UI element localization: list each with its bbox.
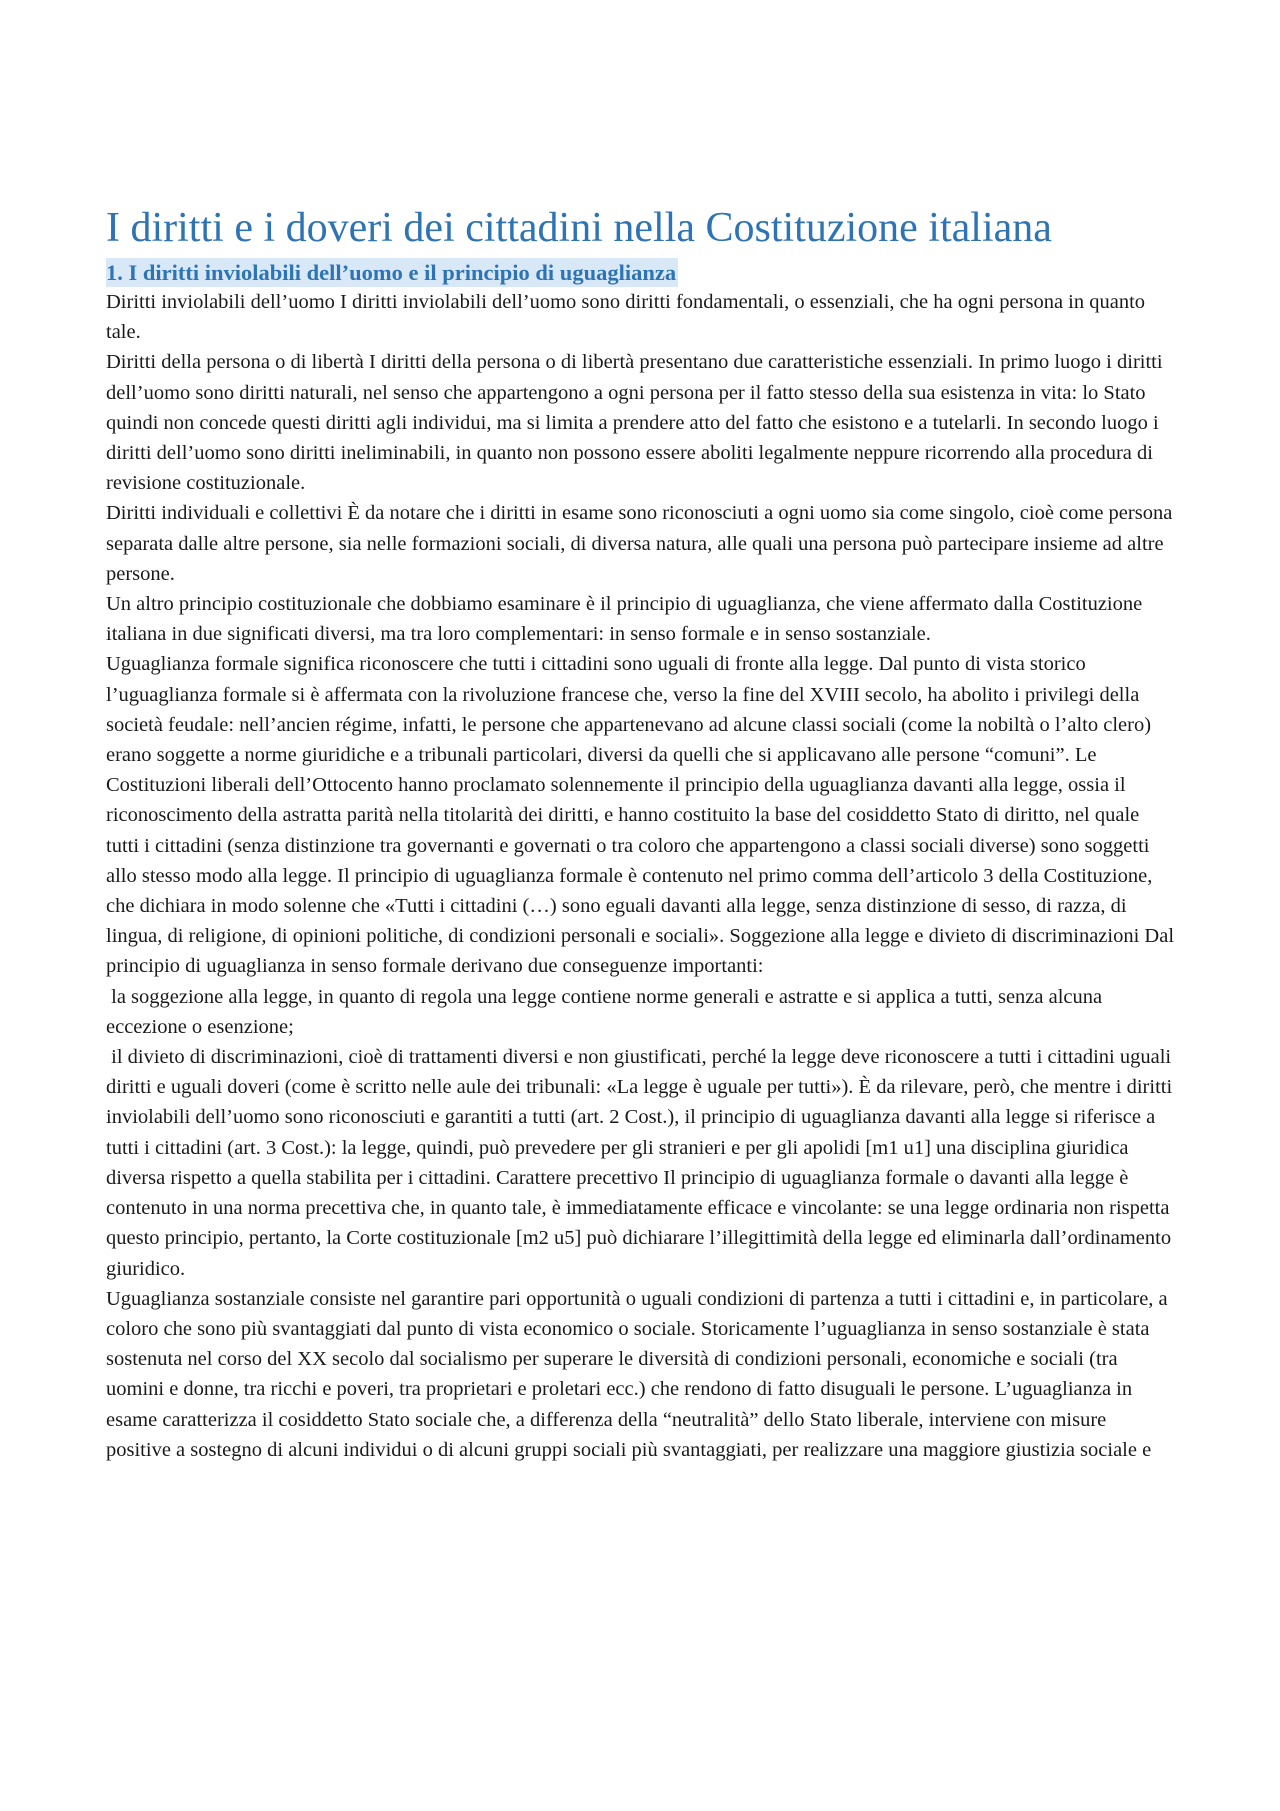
paragraph-divieto-discriminazioni: il divieto di discriminazioni, cioè di trattamenti diversi e non giustificati, perché la legge deve riconoscere a tutti i cittadini uguali diritti e uguali doveri (come è scritto nelle aule dei tribunali: «La legge è uguale per tutti»). È da rilevare, però, che mentre i diritti inviolabili dell’uomo sono riconosciuti e garantiti a tutti (art. 2 Cost.), il principio di uguaglianza davanti alla legge si riferisce a tutti i cittadini (art. 3 Cost.): la legge, quindi, può prevedere per gli stranieri e per gli apolidi [m1 u1] una disciplina giuridica diversa rispetto a quella stabilita per i cittadini. Carattere precettivo Il principio di uguaglianza formale o davanti alla legge è contenuto in una norma precettiva che, in quanto tale, è immediatamente efficace e vincolante: se una legge ordinaria non rispetta questo principio, pertanto, la Corte costituzionale [m2 u5] può dichiarare l’illegittimità della legge ed eliminarla dall’ordinamento giuridico.	[106, 1046, 1178, 1280]
paragraph-diritti-inviolabili: Diritti inviolabili dell’uomo I diritti inviolabili dell’uomo sono diritti fondamentali, o essenziali, che ha ogni persona in quanto tale.	[106, 291, 1146, 344]
paragraph-uguaglianza-formale: Uguaglianza formale significa riconoscere che tutti i cittadini sono uguali di fronte alla legge. Dal punto di vista storico l’uguaglianza formale si è affermata con la rivoluzione francese che, verso la fine del XVIII secolo, ha abolito i privilegi della società feudale: nell’ancien régime, infatti, le persone che appartenevano ad alcune classi sociali (come la nobiltà o l’alto clero) erano soggette a norme giuridiche e a tribunali particolari, diversi da quelli che si applicavano alle persone “comuni”. Le Costituzioni liberali dell’Ottocento hanno proclamato solennemente il principio della uguaglianza davanti alla legge, ossia il riconoscimento della astratta parità nella titolarità dei diritti, e hanno costituito la base del cosiddetto Stato di diritto, nel quale tutti i cittadini (senza distinzione tra governanti e governati o tra coloro che appartengono a classi sociali diverse) sono soggetti allo stesso modo alla legge. Il principio di uguaglianza formale è contenuto nel primo comma dell’articolo 3 della Costituzione, che dichiara in modo solenne che «Tutti i cittadini (…) sono eguali davanti alla legge, senza distinzione di sesso, di razza, di lingua, di religione, di opinioni politiche, di condizioni personali e sociali». Soggezione alla legge e divieto di discriminazioni Dal principio di uguaglianza in senso formale derivano due conseguenze importanti:	[106, 653, 1175, 978]
section-heading: 1. I diritti inviolabili dell’uomo e il principio di uguaglianza	[106, 260, 677, 285]
paragraph-diritti-persona: Diritti della persona o di libertà I diritti della persona o di libertà presentano due caratteristiche essenziali. In primo luogo i diritti dell’uomo sono diritti naturali, nel senso che appartengono a ogni persona per il fatto stesso della sua esistenza in vita: lo Stato quindi non concede questi diritti agli individui, ma si limita a prendere atto del fatto che esistono e a tutelarli. In secondo luogo i diritti dell’uomo sono diritti ineliminabili, in quanto non possono essere aboliti legalmente neppure ricorrendo alla procedura di revisione costituzionale.	[106, 351, 1163, 495]
paragraph-uguaglianza-sostanziale: Uguaglianza sostanziale consiste nel garantire pari opportunità o uguali condizioni di partenza a tutti i cittadini e, in particolare, a coloro che sono più svantaggiati dal punto di vista economico o sociale. Storicamente l’uguaglianza in senso sostanziale è stata sostenuta nel corso del XX secolo dal socialismo per superare le diversità di condizioni personali, economiche e sociali (tra uomini e donne, tra ricchi e poveri, tra proprietari e proletari ecc.) che rendono di fatto disuguali le persone. L’uguaglianza in esame caratterizza il cosiddetto Stato sociale che, a differenza della “neutralità” dello Stato liberale, interviene con misure positive a sostegno di alcuni individui o di alcuni gruppi sociali più svantaggiati, per realizzare una maggiore giustizia sociale e	[106, 1287, 1168, 1461]
paragraph-principio-uguaglianza: Un altro principio costituzionale che dobbiamo esaminare è il principio di uguaglianza, che viene affermato dalla Costituzione italiana in due significati diversi, ma tra loro complementari: in senso formale e in senso sostanziale.	[106, 593, 1143, 646]
document-body	[106, 287, 1176, 1465]
paragraph-diritti-individuali: Diritti individuali e collettivi È da notare che i diritti in esame sono riconosciuti a ogni uomo sia come singolo, cioè come persona separata dalle altre persone, sia nelle formazioni sociali, di diversa natura, alle quali una persona può partecipare insieme ad altre persone.	[106, 502, 1173, 585]
document-title: I diritti e i doveri dei cittadini nella Costituzione italiana	[106, 205, 1052, 251]
paragraph-soggezione-legge: la soggezione alla legge, in quanto di regola una legge contiene norme generali e astratte e si applica a tutti, senza alcuna eccezione o esenzione;	[106, 985, 1108, 1038]
document-page	[106, 202, 1176, 1465]
